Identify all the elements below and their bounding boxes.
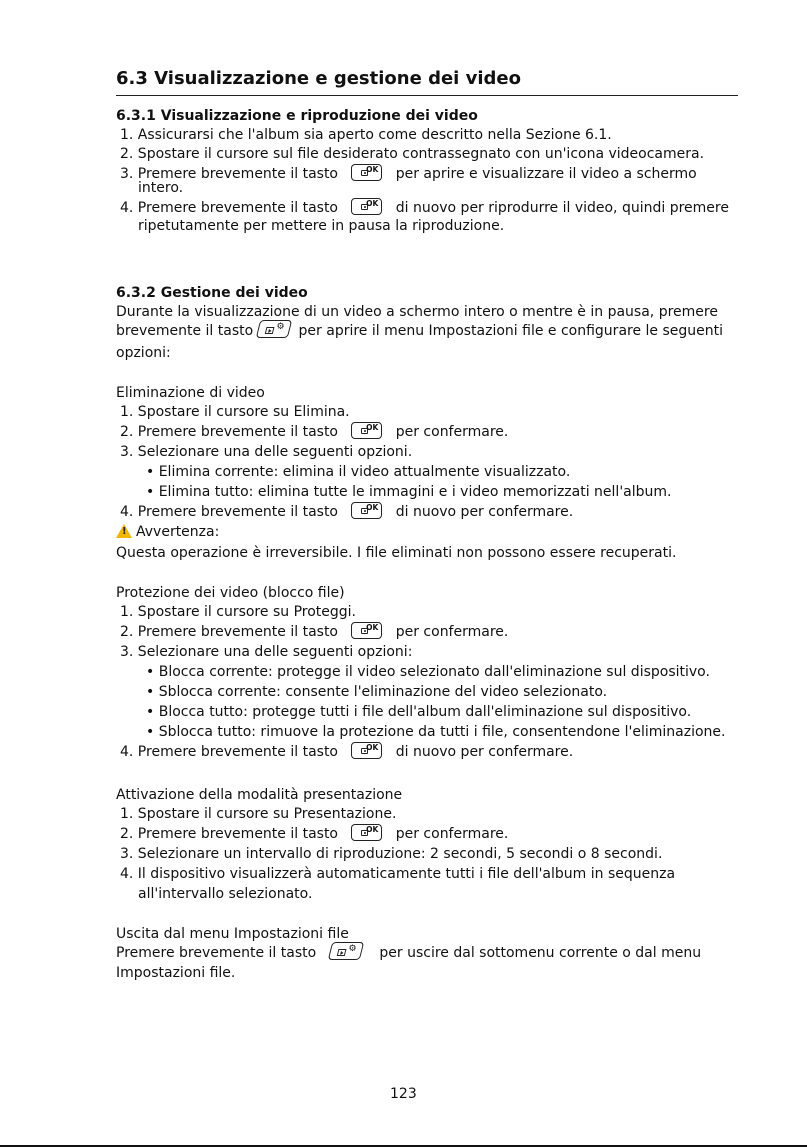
ok-button-icon (351, 742, 382, 759)
ok-label: OK (366, 742, 379, 752)
list-item: 1. Assicurarsi che l'album sia aperto come descritto nella Sezione 6.1. (120, 127, 612, 143)
gear-icon: ⚙ (276, 322, 285, 332)
list-item-text: 2. Premere brevemente il tasto (120, 826, 338, 842)
warning-heading (116, 524, 219, 540)
list-item-text: per aprire e visualizzare il video a schermo (395, 166, 697, 182)
list-item-text: 2. Premere brevemente il tasto (120, 624, 338, 640)
heading-exit: Uscita dal menu Impostazioni file (116, 926, 349, 942)
heading-slideshow: Attivazione della modalità presentazione (116, 787, 403, 803)
bullet-item: • Elimina corrente: elimina il video attualmente visualizzato. (146, 464, 571, 480)
ok-button-icon (351, 198, 382, 215)
ok-label: OK (366, 502, 379, 512)
list-item: 4. Il dispositivo visualizzerà automaticamente tutti i file dell'album in sequenza (120, 866, 676, 882)
list-item-text: per confermare. (395, 826, 509, 842)
list-item-text: di nuovo per confermare. (395, 744, 574, 760)
playback-settings-button-icon (327, 942, 363, 960)
warning-title: Avvertenza: (136, 524, 220, 540)
list-item: 1. Spostare il cursore su Elimina. (120, 404, 350, 420)
ok-button-icon (351, 622, 382, 639)
bullet-item: • Blocca corrente: protegge il video selezionato dall'eliminazione sul dispositivo. (146, 664, 710, 680)
paragraph-line (116, 323, 723, 339)
list-item-text: 4. Premere brevemente il tasto (120, 744, 338, 760)
paragraph-line: Durante la visualizzazione di un video a schermo intero o mentre è in pausa, premere (116, 304, 718, 320)
bullet-item: • Elimina tutto: elimina tutte le immagini e i video memorizzati nell'album. (146, 484, 672, 500)
list-item-continuation: all'intervallo selezionato. (138, 886, 313, 902)
gear-icon: ⚙ (347, 944, 357, 954)
list-item-text: 3. Premere brevemente il tasto (120, 166, 338, 182)
list-item-text: 4. Premere brevemente il tasto (120, 200, 338, 216)
ok-label: OK (366, 824, 379, 834)
subsection-heading-management: 6.3.2 Gestione dei video (116, 285, 308, 301)
ok-label: OK (366, 622, 379, 632)
list-item: 1. Spostare il cursore su Proteggi. (120, 604, 356, 620)
heading-delete: Eliminazione di video (116, 385, 265, 401)
bullet-item: • Blocca tutto: protegge tutti i file dell'album dall'eliminazione sul dispositivo. (146, 704, 692, 720)
ok-label: OK (366, 422, 379, 432)
list-item (120, 744, 573, 760)
list-item (120, 624, 508, 640)
paragraph-text: Premere brevemente il tasto (116, 945, 317, 961)
warning-text: Questa operazione è irreversibile. I file eliminati non possono essere recuperati. (116, 545, 677, 561)
list-item: 3. Selezionare una delle seguenti opzioni: (120, 644, 413, 660)
list-item-text: 2. Premere brevemente il tasto (120, 424, 338, 440)
list-item (120, 200, 729, 216)
list-item-continuation: intero. (138, 180, 184, 196)
ok-button-icon (351, 164, 382, 181)
list-item-text: di nuovo per confermare. (395, 504, 574, 520)
section-title: 6.3 Visualizzazione e gestione dei video (116, 68, 521, 89)
list-item (120, 504, 573, 520)
paragraph-line (116, 945, 701, 961)
list-item-text: 4. Premere brevemente il tasto (120, 504, 338, 520)
list-item: 3. Selezionare una delle seguenti opzioni. (120, 444, 413, 460)
ok-button-icon (351, 824, 382, 841)
bullet-item: • Sblocca corrente: consente l'eliminazione del video selezionato. (146, 684, 608, 700)
list-item (120, 424, 508, 440)
ok-label: OK (366, 198, 379, 208)
list-item-text: per confermare. (395, 424, 509, 440)
play-icon (336, 949, 346, 956)
bullet-item: • Sblocca tutto: rimuove la protezione da tutti i file, consentendone l'eliminazione. (146, 724, 726, 740)
page-number: 123 (390, 1086, 417, 1102)
paragraph-text: per uscire dal sottomenu corrente o dal menu (379, 945, 702, 961)
paragraph-line: Impostazioni file. (116, 965, 236, 981)
list-item-text: di nuovo per riprodurre il video, quindi premere (395, 200, 729, 216)
list-item (120, 166, 697, 182)
list-item: 1. Spostare il cursore su Presentazione. (120, 806, 397, 822)
list-item (120, 826, 508, 842)
subsection-heading-viewing: 6.3.1 Visualizzazione e riproduzione dei video (116, 108, 478, 124)
list-item-text: per confermare. (395, 624, 509, 640)
heading-protect: Protezione dei video (blocco file) (116, 585, 345, 601)
list-item: 2. Spostare il cursore sul file desiderato contrassegnato con un'icona videocamera. (120, 146, 705, 162)
title-divider (116, 95, 738, 96)
ok-button-icon (351, 502, 382, 519)
paragraph-text: brevemente il tasto (116, 323, 254, 339)
paragraph-text: per aprire il menu Impostazioni file e configurare le seguenti (298, 323, 724, 339)
play-icon (264, 327, 274, 334)
playback-settings-button-icon (255, 320, 291, 338)
list-item-continuation: ripetutamente per mettere in pausa la riproduzione. (138, 218, 505, 234)
ok-button-icon (351, 422, 382, 439)
list-item: 3. Selezionare un intervallo di riproduzione: 2 secondi, 5 secondi o 8 secondi. (120, 846, 663, 862)
ok-label: OK (366, 164, 379, 174)
paragraph-line: opzioni: (116, 345, 171, 361)
warning-icon (116, 524, 132, 538)
